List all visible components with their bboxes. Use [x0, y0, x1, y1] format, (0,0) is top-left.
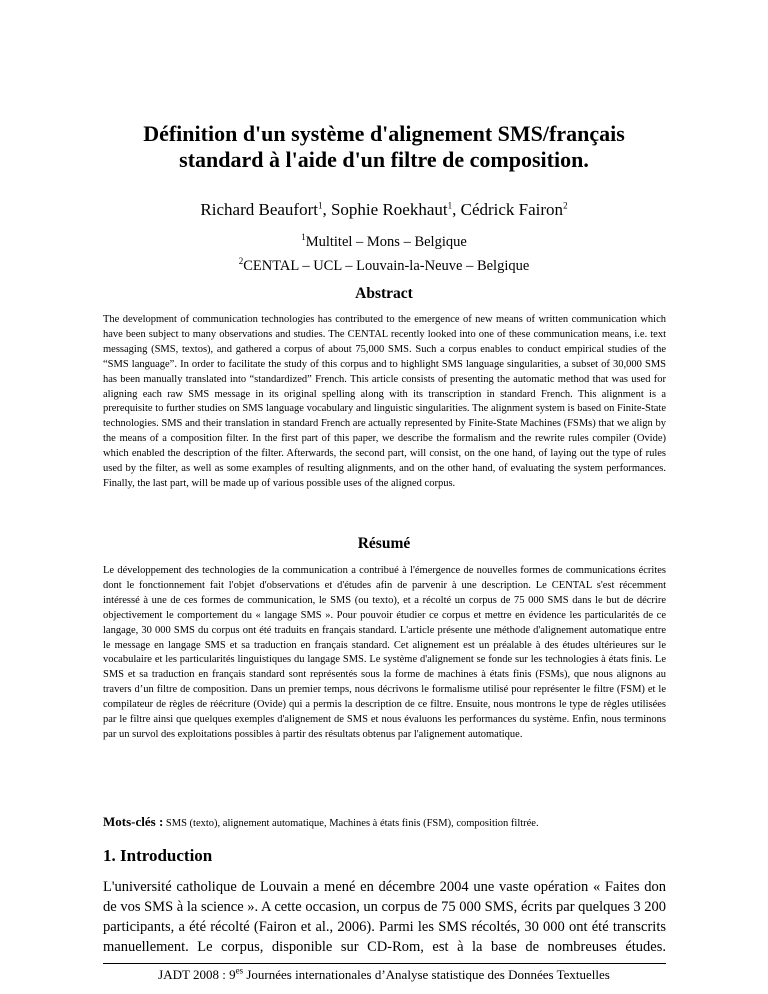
affiliation-text: CENTAL – UCL – Louvain-la-Neuve – Belgique	[243, 258, 530, 274]
footer-divider	[103, 963, 666, 964]
author-name: Cédrick Fairon	[460, 200, 564, 219]
affiliation-mark: 1	[301, 232, 306, 243]
affiliation-text: Multitel – Mons – Belgique	[305, 234, 467, 250]
footer-sup: es	[235, 965, 244, 976]
page-footer	[60, 967, 708, 983]
paper-title	[60, 121, 708, 173]
author-affiliation-mark: 1	[447, 200, 453, 211]
resume-body: Le développement des technologies de la communication a contribué à l'émergence de nouvelles formes de communications écrites dont le fonctionnement fait l'objet d'observations et d'études afin de parvenir à une description. Le CENTAL s'est récemment intéressé à une de ces formes de communication, le SMS (ou texto), et a récolté un corpus de 75 000 SMS dans le but de décrire objectivement le comportement du « langage SMS ». Pour pouvoir étudier ce corpus et mettre en évidence les particularités de ce langage, 30 000 SMS du corpus ont été traduits en français standard. L'article présente une méthode d'alignement automatique entre le message en langage SMS et sa traduction en français standard. Cet alignement est un préalable à des études ultérieures sur le vocabulaire et les particularités linguistiques du langage SMS. Le système d'alignement se fonde sur les technologies à états finis. Le SMS et sa traduction en français standard sont représentés sous la forme de machines à états finis (FSMs), que nous alignons au travers d’un filtre de composition. Dans un premier temps, nous décrivons le formalisme utilisé pour représenter le filtre (FSM) et le compilateur de règles de réécriture (Ovide) qui a permis la description de ce filtre. Ensuite, nous montrons le type de règles utilisées par le filtre ainsi que quelques exemples d'alignement de SMS et nous évaluons les performances du système. Enfin, nous terminons par un survol des exploitations possibles à partir des résultats obtenus par l'alignement automatique.	[103, 565, 666, 740]
title-line-2: standard à l'aide d'un filtre de composition.	[179, 147, 589, 172]
section-heading: 1. Introduction	[103, 846, 213, 865]
footer-text-post: Journées internationales d’Analyse statistique des Données Textuelles	[243, 967, 610, 982]
author-name: Richard Beaufort	[200, 200, 318, 219]
title-line-1: Définition d'un système d'alignement SMS/français	[143, 121, 625, 146]
keywords-label: Mots-clés :	[103, 814, 164, 829]
author-affiliation-mark: 1	[317, 200, 323, 211]
author-affiliation-mark: 2	[563, 200, 568, 211]
intro-body: L'université catholique de Louvain a mené en décembre 2004 une vaste opération « Faites don de vos SMS à la science ». A cette occasion, un corpus de 75 000 SMS, écrits par quelques 3 200 participants, a été récolté (Fairon et al., 2006). Parmi les SMS récoltés, 30 000 ont été transcrits manuellement. Le corpus, disponible sur CD-Rom, est à la base de nombreuses études.	[103, 879, 666, 955]
affiliation-2	[60, 258, 708, 275]
author-name: Sophie Roekhaut	[330, 200, 448, 219]
footer-text-pre: JADT 2008 : 9	[158, 967, 236, 982]
resume-heading: Résumé	[357, 535, 411, 552]
abstract-body: The development of communication technologies has contributed to the emergence of new means of written communication which have been subject to many observations and studies. The CENTAL recently looked into one of these communication means, i.e. text messaging (SMS, textos), and gathered a corpus of about 75,000 SMS. Such a corpus enables to conduct empirical studies of the “SMS language”. In order to facilitate the study of this corpus and to highlight SMS language singularities, a subset of 30,000 SMS has been manually translated into “standardized” French. This article consists of presenting the automatic method that was used for aligning each raw SMS message in its original spelling along with its transcription in standard French. This alignment is a prerequisite to further studies on SMS language vocabulary and linguistic singularities. The alignment system is based on Finite-State technologies. SMS and their translation in standard French are actually represented by Finite-State Machines (FSMs) that we align by the means of a composition filter. In the first part of this paper, we describe the formalism and the rewrite rules compiler (Ovide) which enabled the description of the filter. Afterwards, the second part, will consist, on the one hand, of laying out the type of rules used by the filter, as well as some examples of resulting alignments, and on the other hand, of evaluating the system performances. Finally, the last part, will be made up of various possible uses of the aligned corpus.	[103, 314, 666, 489]
abstract-heading: Abstract	[355, 285, 413, 302]
keywords-text: SMS (texto), alignement automatique, Machines à états finis (FSM), composition filtrée.	[165, 818, 539, 829]
affiliation-mark: 2	[238, 256, 244, 267]
keywords	[103, 815, 666, 831]
author-list: Richard Beaufort$^1$, Sophie Roekhaut$^1$, Cédrick Fairon$^2$	[200, 200, 568, 219]
affiliation-1	[60, 234, 708, 251]
